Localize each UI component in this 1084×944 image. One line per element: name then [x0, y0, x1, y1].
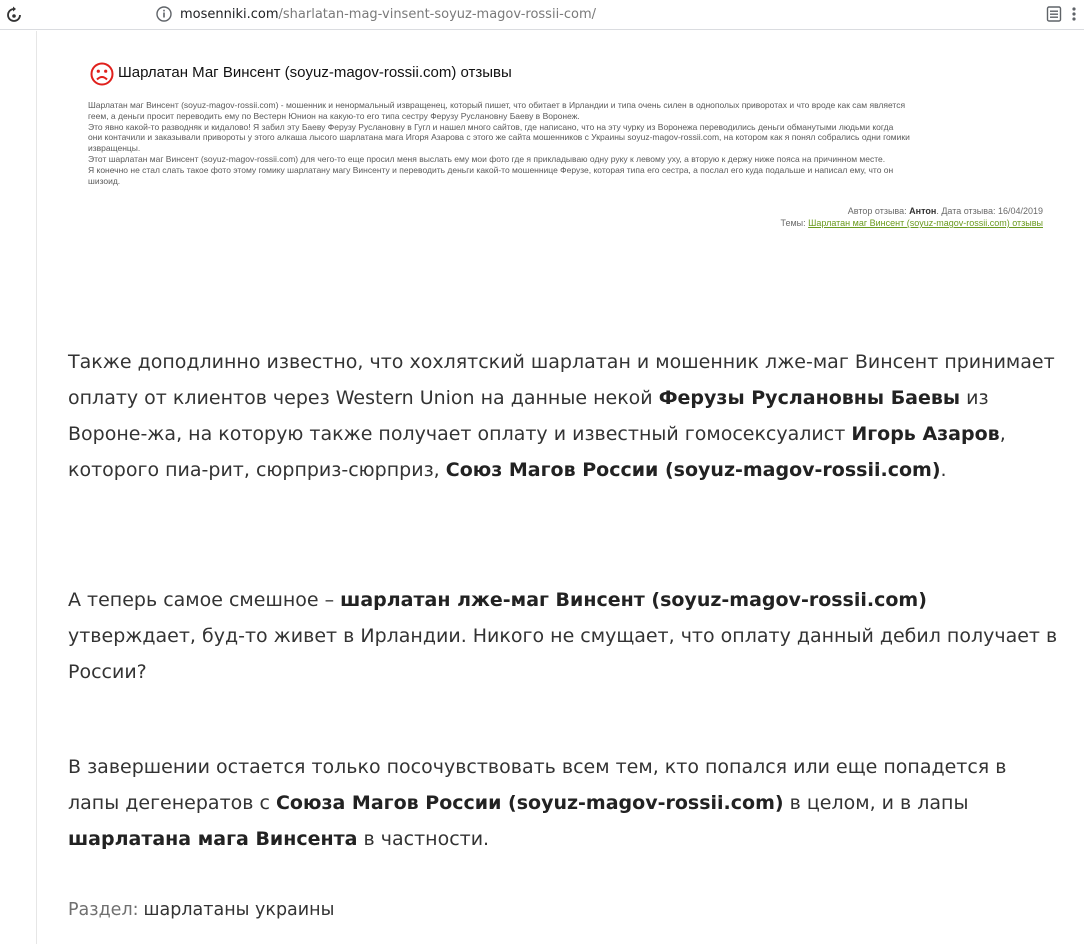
author-name: Антон	[909, 206, 937, 216]
text: утверждает, буд-то живет в Ирландии. Никого не смущает, что оплату данный дебил получает в России?	[68, 625, 1058, 683]
review-line: Я конечно не стал слать такое фото этому гомику шарлатану магу Винсенту и переводить деньги какой-то мошеннице Ферузе, которая типа его сестра, а послал его куда подальше и написал ему, что он	[88, 164, 894, 175]
topic-link[interactable]: Шарлатан маг Винсент (soyuz-magov-rossii.com) отзывы	[808, 218, 1043, 228]
review-line: они контачили и заказывали привороты у этого алкаша лысого шарлатана мага Игоря Азарова с этого же сайта мошенников с Украины soyuz-magov-rossii.com, на котором как я понял собрались одни гомики	[88, 132, 910, 143]
reader-mode-icon[interactable]	[1046, 5, 1062, 23]
text: Также доподлинно известно, что хохлятский шарлатан и мошенник лже-маг Винсент принимает оплату от клиентов через Western Union на данные некой	[68, 351, 1055, 409]
review-body	[88, 100, 1048, 186]
text: А теперь самое смешное –	[68, 589, 341, 611]
author-label: Автор отзыва:	[847, 206, 907, 216]
url-host: mosenniki.com	[180, 7, 279, 22]
review-author-line	[848, 206, 1043, 216]
text: в частности.	[357, 828, 490, 850]
review-line: геем, а деньги просит переводить ему по Вестерн Юнион на какую-то его типа сестру Ферузу Руслановну Баеву в Воронеж.	[88, 110, 580, 121]
menu-icon[interactable]	[1068, 5, 1080, 23]
text: .	[940, 459, 947, 481]
bold-text: Союз Магов России (soyuz-magov-rossii.com)	[445, 459, 941, 481]
article-paragraph-1	[68, 344, 1058, 488]
article-paragraph-3	[68, 749, 1058, 857]
text: в целом, и в лапы	[783, 792, 969, 814]
text: из Вороне-жа, на которую также получает оплату и известный гомосексуалист	[68, 387, 989, 445]
review-line: шизоид.	[88, 175, 121, 186]
section-category	[68, 896, 334, 924]
review-title: Шарлатан Маг Винсент (soyuz-magov-rossii.com) отзывы	[118, 64, 512, 81]
sad-face-icon	[90, 62, 114, 86]
review-line: Этот шарлатан маг Винсент (soyuz-magov-rossii.com) для чего-то еще просил меня выслать ему мои фото где я прикладываю одну руку к левому уху, а вторую к держу ниже пояса на причинном месте.	[88, 153, 886, 164]
content-border	[36, 31, 37, 944]
bold-text: Союза Магов России (soyuz-magov-rossii.com)	[275, 792, 784, 814]
review-date: . Дата отзыва: 16/04/2019	[936, 206, 1043, 216]
reload-icon[interactable]	[5, 6, 23, 24]
text: В завершении остается только посочувствовать всем тем, кто попался или еще попадется в лапы дегенератов с	[68, 756, 1007, 814]
review-screenshot	[60, 40, 1060, 290]
info-icon[interactable]	[155, 5, 173, 23]
review-line: извращенцы.	[88, 143, 141, 154]
browser-toolbar	[0, 0, 1084, 30]
url-path: /sharlatan-mag-vinsent-soyuz-magov-rossii-com/	[278, 7, 597, 22]
bold-text: Игорь Азаров	[851, 423, 1000, 445]
section-label: Раздел:	[68, 900, 139, 920]
text: , которого пиа-рит, сюрприз-сюрприз,	[68, 423, 1006, 481]
bold-text: шарлатана мага Винсента	[68, 828, 358, 850]
url-field[interactable]	[180, 6, 596, 24]
review-line: Шарлатан маг Винсент (soyuz-magov-rossii.com) - мошенник и ненормальный извращенец, который пишет, что обитает в Ирландии и типа очень силен в однополых приворотах и что вроде как сам является	[88, 100, 906, 110]
article-paragraph-2	[68, 582, 1058, 690]
topics-label: Темы:	[780, 218, 806, 228]
section-link[interactable]: шарлатаны украины	[143, 900, 335, 920]
review-line: Это явно какой-то разводняк и кидалово! Я забил эту Баеву Ферузу Руслановну в Гугл и нашел много сайтов, где написано, что на эту чурку из Воронежа переводились деньги обманутыми людьми когда	[88, 121, 894, 132]
bold-text: Ферузы Руслановны Баевы	[658, 387, 961, 409]
review-topics-line	[780, 218, 1043, 228]
bold-text: шарлатан лже-маг Винсент (soyuz-magov-rossii.com)	[340, 589, 927, 611]
